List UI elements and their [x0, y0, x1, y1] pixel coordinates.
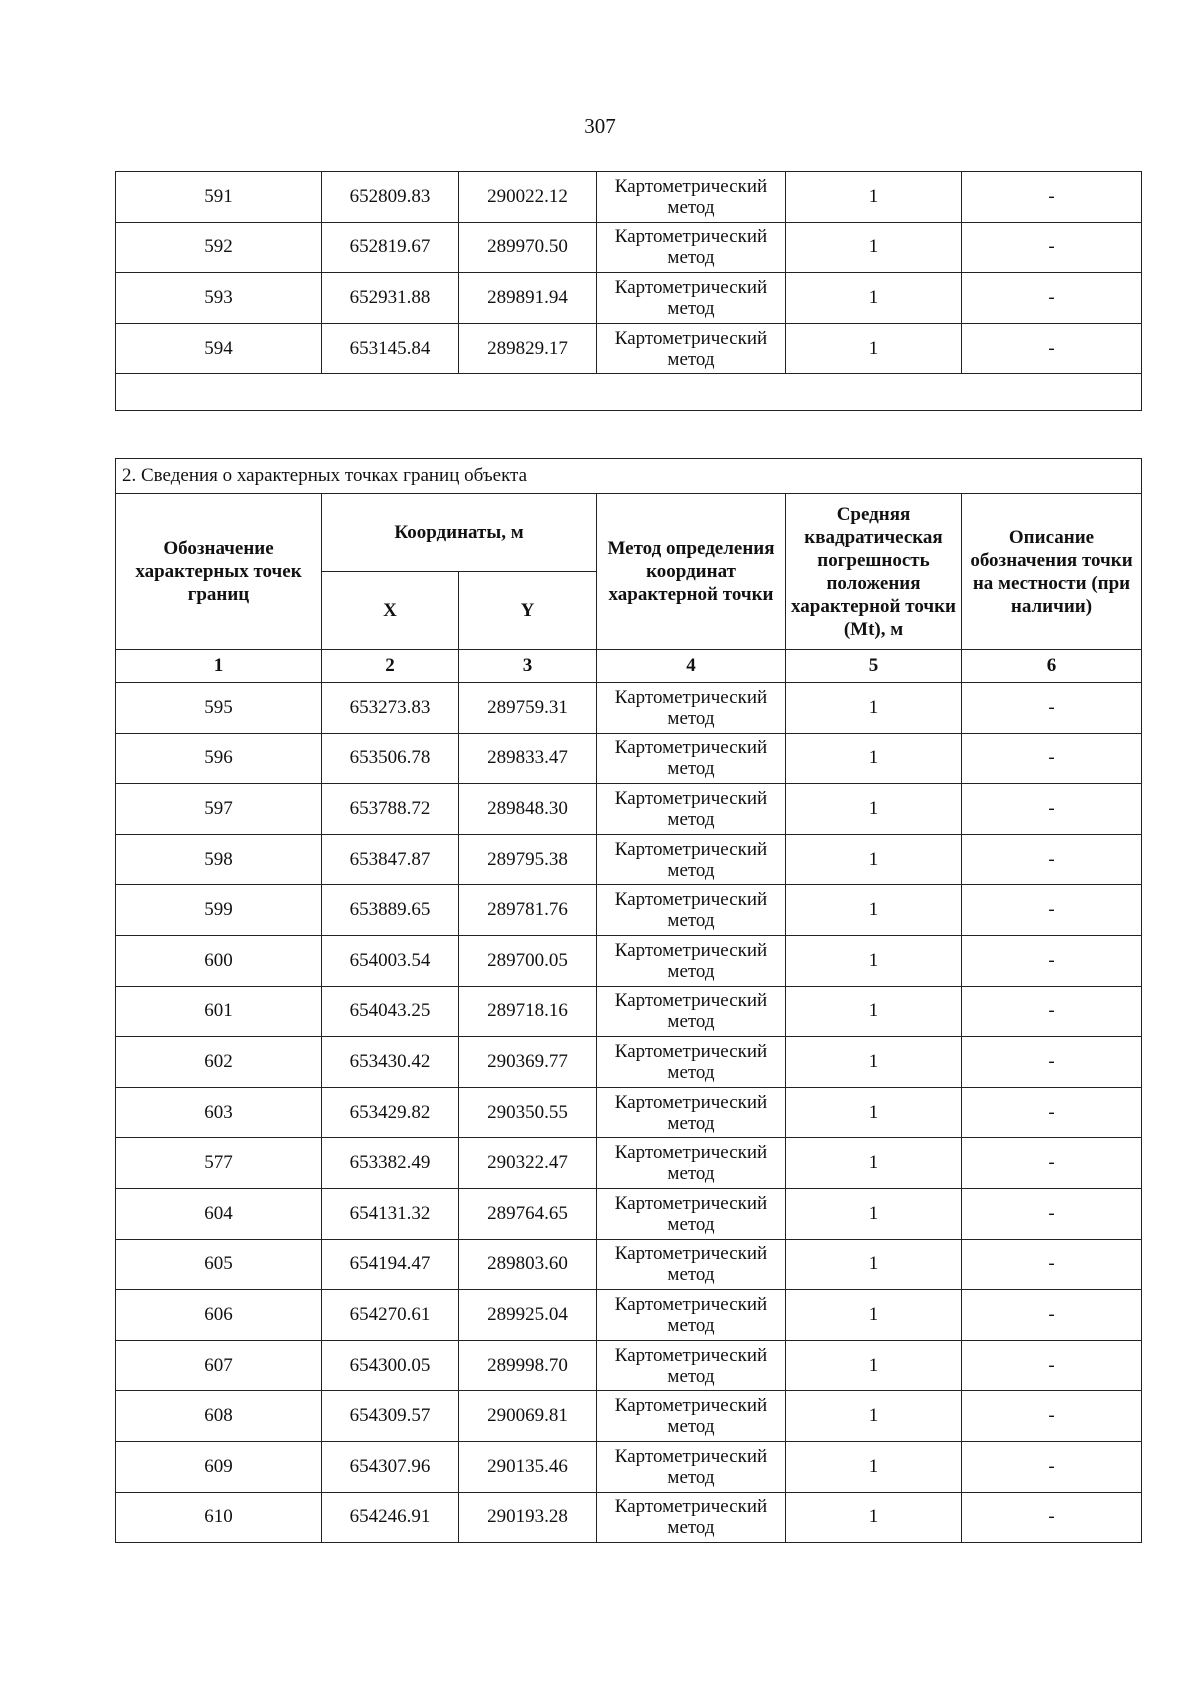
x-cell: 654300.05 — [322, 1340, 459, 1391]
mt-cell: 1 — [786, 1290, 962, 1341]
x-cell: 653788.72 — [322, 784, 459, 835]
method-cell: Картометрический метод — [597, 1087, 786, 1138]
y-cell: 289764.65 — [459, 1188, 597, 1239]
method-cell: Картометрический метод — [597, 986, 786, 1037]
mt-cell: 1 — [786, 172, 962, 223]
x-cell: 654246.91 — [322, 1492, 459, 1543]
table-row — [116, 834, 1142, 885]
table-row — [116, 1188, 1142, 1239]
y-cell: 289925.04 — [459, 1290, 597, 1341]
point-cell: 601 — [116, 986, 322, 1037]
table-title: 2. Сведения о характерных точках границ объекта — [116, 459, 1142, 494]
y-cell: 289795.38 — [459, 834, 597, 885]
point-cell: 606 — [116, 1290, 322, 1341]
y-cell: 290069.81 — [459, 1391, 597, 1442]
column-numbers-row — [116, 650, 1142, 683]
method-cell: Картометрический метод — [597, 1391, 786, 1442]
description-cell: - — [962, 784, 1142, 835]
description-cell: - — [962, 1391, 1142, 1442]
method-cell: Картометрический метод — [597, 1188, 786, 1239]
method-cell: Картометрический метод — [597, 733, 786, 784]
x-cell: 653889.65 — [322, 885, 459, 936]
description-cell: - — [962, 935, 1142, 986]
table-row — [116, 273, 1142, 324]
table-row — [116, 1037, 1142, 1088]
table-row — [116, 885, 1142, 936]
point-cell: 607 — [116, 1340, 322, 1391]
x-cell: 654131.32 — [322, 1188, 459, 1239]
point-cell: 600 — [116, 935, 322, 986]
header-point: Обозначение характерных точек границ — [116, 494, 322, 650]
column-number: 3 — [459, 650, 597, 683]
y-cell: 289891.94 — [459, 273, 597, 324]
mt-cell: 1 — [786, 1340, 962, 1391]
y-cell: 289829.17 — [459, 323, 597, 374]
point-cell: 598 — [116, 834, 322, 885]
x-cell: 653145.84 — [322, 323, 459, 374]
method-cell: Картометрический метод — [597, 1492, 786, 1543]
method-cell: Картометрический метод — [597, 1239, 786, 1290]
x-cell: 654270.61 — [322, 1290, 459, 1341]
x-cell: 652809.83 — [322, 172, 459, 223]
y-cell: 290193.28 — [459, 1492, 597, 1543]
description-cell: - — [962, 1037, 1142, 1088]
x-cell: 653429.82 — [322, 1087, 459, 1138]
table-row — [116, 172, 1142, 223]
description-cell: - — [962, 1138, 1142, 1189]
point-cell: 599 — [116, 885, 322, 936]
y-cell: 289833.47 — [459, 733, 597, 784]
x-cell: 653506.78 — [322, 733, 459, 784]
description-cell: - — [962, 1340, 1142, 1391]
description-cell: - — [962, 323, 1142, 374]
mt-cell: 1 — [786, 885, 962, 936]
header-desc: Описание обозначения точки на местности (при наличии) — [962, 494, 1142, 650]
table1-empty-row — [116, 374, 1142, 411]
mt-cell: 1 — [786, 1087, 962, 1138]
method-cell: Картометрический метод — [597, 323, 786, 374]
point-cell: 597 — [116, 784, 322, 835]
mt-cell: 1 — [786, 935, 962, 986]
column-number: 6 — [962, 650, 1142, 683]
point-cell: 610 — [116, 1492, 322, 1543]
mt-cell: 1 — [786, 1037, 962, 1088]
column-number: 1 — [116, 650, 322, 683]
description-cell: - — [962, 222, 1142, 273]
header-y: Y — [459, 572, 597, 650]
x-cell: 653430.42 — [322, 1037, 459, 1088]
y-cell: 289700.05 — [459, 935, 597, 986]
boundary-points-table — [115, 458, 1142, 1543]
point-cell: 608 — [116, 1391, 322, 1442]
table-row — [116, 733, 1142, 784]
mt-cell: 1 — [786, 1492, 962, 1543]
y-cell: 290322.47 — [459, 1138, 597, 1189]
header-x: X — [322, 572, 459, 650]
x-cell: 654003.54 — [322, 935, 459, 986]
mt-cell: 1 — [786, 1239, 962, 1290]
method-cell: Картометрический метод — [597, 273, 786, 324]
table-row — [116, 1340, 1142, 1391]
table-row — [116, 935, 1142, 986]
y-cell: 289718.16 — [459, 986, 597, 1037]
method-cell: Картометрический метод — [597, 1138, 786, 1189]
x-cell: 653382.49 — [322, 1138, 459, 1189]
description-cell: - — [962, 1290, 1142, 1341]
point-cell: 596 — [116, 733, 322, 784]
method-cell: Картометрический метод — [597, 1290, 786, 1341]
y-cell: 289781.76 — [459, 885, 597, 936]
mt-cell: 1 — [786, 986, 962, 1037]
point-cell: 602 — [116, 1037, 322, 1088]
description-cell: - — [962, 834, 1142, 885]
x-cell: 653847.87 — [322, 834, 459, 885]
mt-cell: 1 — [786, 834, 962, 885]
point-cell: 593 — [116, 273, 322, 324]
description-cell: - — [962, 1188, 1142, 1239]
mt-cell: 1 — [786, 323, 962, 374]
mt-cell: 1 — [786, 222, 962, 273]
table-row — [116, 784, 1142, 835]
table-row — [116, 1239, 1142, 1290]
method-cell: Картометрический метод — [597, 935, 786, 986]
method-cell: Картометрический метод — [597, 834, 786, 885]
y-cell: 289848.30 — [459, 784, 597, 835]
x-cell: 653273.83 — [322, 683, 459, 734]
table-row — [116, 986, 1142, 1037]
table-row — [116, 683, 1142, 734]
table-row — [116, 323, 1142, 374]
description-cell: - — [962, 172, 1142, 223]
point-cell: 609 — [116, 1441, 322, 1492]
method-cell: Картометрический метод — [597, 222, 786, 273]
column-number: 5 — [786, 650, 962, 683]
table-row — [116, 1391, 1142, 1442]
table-row — [116, 1087, 1142, 1138]
point-cell: 605 — [116, 1239, 322, 1290]
mt-cell: 1 — [786, 1138, 962, 1189]
point-cell: 592 — [116, 222, 322, 273]
y-cell: 289970.50 — [459, 222, 597, 273]
table-row — [116, 1138, 1142, 1189]
y-cell: 290350.55 — [459, 1087, 597, 1138]
table-row — [116, 222, 1142, 273]
mt-cell: 1 — [786, 1188, 962, 1239]
point-cell: 594 — [116, 323, 322, 374]
mt-cell: 1 — [786, 273, 962, 324]
point-cell: 603 — [116, 1087, 322, 1138]
description-cell: - — [962, 733, 1142, 784]
column-number: 4 — [597, 650, 786, 683]
point-cell: 595 — [116, 683, 322, 734]
mt-cell: 1 — [786, 733, 962, 784]
method-cell: Картометрический метод — [597, 1340, 786, 1391]
page-number: 307 — [584, 114, 616, 138]
x-cell: 652931.88 — [322, 273, 459, 324]
table2-body — [116, 683, 1142, 1543]
description-cell: - — [962, 683, 1142, 734]
empty-cell — [116, 374, 1142, 411]
method-cell: Картометрический метод — [597, 1441, 786, 1492]
table1-body — [116, 172, 1142, 374]
mt-cell: 1 — [786, 683, 962, 734]
description-cell: - — [962, 986, 1142, 1037]
y-cell: 290135.46 — [459, 1441, 597, 1492]
mt-cell: 1 — [786, 1441, 962, 1492]
table-row — [116, 1441, 1142, 1492]
method-cell: Картометрический метод — [597, 784, 786, 835]
mt-cell: 1 — [786, 784, 962, 835]
x-cell: 654309.57 — [322, 1391, 459, 1442]
description-cell: - — [962, 1087, 1142, 1138]
point-cell: 604 — [116, 1188, 322, 1239]
table-row — [116, 1492, 1142, 1543]
description-cell: - — [962, 885, 1142, 936]
description-cell: - — [962, 1239, 1142, 1290]
x-cell: 654194.47 — [322, 1239, 459, 1290]
x-cell: 654307.96 — [322, 1441, 459, 1492]
table-row — [116, 1290, 1142, 1341]
method-cell: Картометрический метод — [597, 172, 786, 223]
y-cell: 289998.70 — [459, 1340, 597, 1391]
column-number: 2 — [322, 650, 459, 683]
mt-cell: 1 — [786, 1391, 962, 1442]
x-cell: 652819.67 — [322, 222, 459, 273]
header-mt: Средняя квадратическая погрешность положения характерной точки (Mt), м — [786, 494, 962, 650]
method-cell: Картометрический метод — [597, 1037, 786, 1088]
point-cell: 591 — [116, 172, 322, 223]
coordinates-table-continuation — [115, 171, 1142, 411]
header-coords: Координаты, м — [322, 494, 597, 572]
y-cell: 290369.77 — [459, 1037, 597, 1088]
description-cell: - — [962, 273, 1142, 324]
method-cell: Картометрический метод — [597, 885, 786, 936]
y-cell: 290022.12 — [459, 172, 597, 223]
description-cell: - — [962, 1441, 1142, 1492]
header-method: Метод определения координат характерной точки — [597, 494, 786, 650]
method-cell: Картометрический метод — [597, 683, 786, 734]
x-cell: 654043.25 — [322, 986, 459, 1037]
description-cell: - — [962, 1492, 1142, 1543]
y-cell: 289803.60 — [459, 1239, 597, 1290]
point-cell: 577 — [116, 1138, 322, 1189]
y-cell: 289759.31 — [459, 683, 597, 734]
